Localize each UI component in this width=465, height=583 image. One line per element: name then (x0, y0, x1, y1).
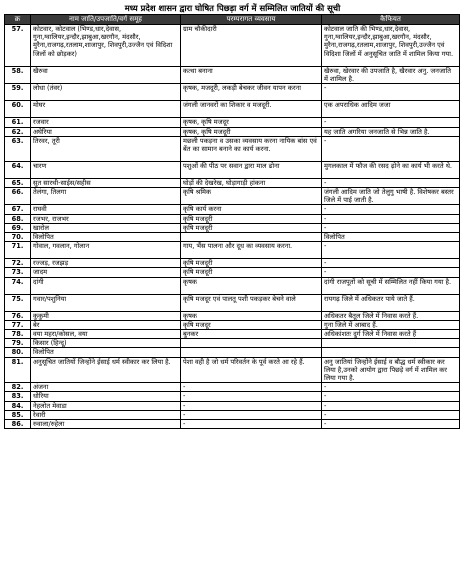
cell-name: खैरुवा (31, 67, 181, 84)
header-occupation: परम्परागत व्यवसाय (181, 15, 322, 25)
cell-serial: 77. (5, 320, 31, 329)
cell-occupation: ग्राम चौकीदारी (181, 25, 322, 67)
cell-remarks: - (322, 136, 460, 161)
cell-remarks: - (322, 401, 460, 410)
cell-name: अनुसूचित जातियों जिन्होंने ईसाई धर्म स्वीकार कर लिया है. (31, 357, 181, 383)
cell-occupation: कृषि कार्य करना (181, 205, 322, 214)
table-row (5, 268, 460, 277)
table-row (5, 127, 460, 136)
cell-name: किसार (हिन्दू) (31, 339, 181, 348)
cell-name: रज्जड़, रजझड़ (31, 259, 181, 268)
cell-occupation: - (181, 410, 322, 419)
cell-serial: 60. (5, 101, 31, 118)
cell-occupation: कृषक, कृषि मजदूरी (181, 127, 322, 136)
cell-remarks: - (322, 118, 460, 127)
cell-remarks: गुना जिले में आबाद हैं. (322, 320, 460, 329)
cell-occupation (181, 339, 322, 348)
cell-occupation: कृषक (181, 311, 322, 320)
cell-remarks (322, 339, 460, 348)
cell-name: लोधा (तंवर) (31, 84, 181, 101)
cell-remarks: एक अपराधिक आदिम जजा (322, 101, 460, 118)
cell-occupation: मछली पकड़ना व उसका व्यवसाय करना नायिक बांस एवं बेंत का सामान बनाने का कार्य करना. (181, 136, 322, 161)
cell-serial: 76. (5, 311, 31, 320)
cell-name: गोवाल, गवलान, गोलान (31, 242, 181, 259)
cell-name: विलोपित (31, 233, 181, 242)
cell-serial: 67. (5, 205, 31, 214)
table-row (5, 242, 460, 259)
cell-name: मोघर (31, 101, 181, 118)
cell-occupation: गाय, भैंस पालना और दूध का व्यवसाय करना. (181, 242, 322, 259)
table-row (5, 136, 460, 161)
cell-occupation: कृषक (181, 277, 322, 294)
cell-remarks: - (322, 205, 460, 214)
table-row (5, 357, 460, 383)
cell-serial: 84. (5, 401, 31, 410)
cell-occupation: कत्था बनाना (181, 67, 322, 84)
cell-name: तेलंगा, तिलगा (31, 188, 181, 205)
cell-remarks: - (322, 420, 460, 429)
table-row (5, 161, 460, 178)
cell-occupation: कृषक, कृषि मजदूर (181, 118, 322, 127)
cell-name: कोटवार, कोटवाल (भिण्ड,धार,देवास, गुना,ग्वालियर,इन्दौर,झाबुआ,खरगौन, मंदसौर, मुरैना,राजगढ़,रतलाम,शाजापुर, शिवपुरी,उज्जैन एवं विदिशा जिलों को छोड़कर) (31, 25, 181, 67)
cell-serial: 68. (5, 214, 31, 223)
cell-remarks: दांगी राजपूतों को सूची में सम्मिलित नहीं किया गया है. (322, 277, 460, 294)
table-row (5, 311, 460, 320)
header-remarks: कैफियत (322, 15, 460, 25)
cell-remarks: यह जाति अगरिया जनजाति से भिन्न जाति है. (322, 127, 460, 136)
cell-serial: 61. (5, 118, 31, 127)
cell-remarks: - (322, 242, 460, 259)
cell-serial: 79. (5, 339, 31, 348)
table-row (5, 410, 460, 419)
cell-name: कुकुमी (31, 311, 181, 320)
cell-occupation: - (181, 383, 322, 392)
cell-serial: 81. (5, 357, 31, 383)
header-name: नाम जाति/उपजाति/वर्ग समूह (31, 15, 181, 25)
cell-occupation: - (181, 420, 322, 429)
table-row (5, 259, 460, 268)
table-row (5, 101, 460, 118)
cell-name: गवार/पशुनिया (31, 294, 181, 311)
cell-name: तिरवर, तूरी (31, 136, 181, 161)
cell-name: बेर (31, 320, 181, 329)
cell-remarks: - (322, 392, 460, 401)
table-row (5, 294, 460, 311)
page-title: मध्य प्रदेश शासन द्वारा घोषित पिछड़ा वर्ग में सम्मिलित जातियों की सूची (124, 3, 341, 13)
cell-remarks: अधिकांशतः दुर्ग जिले में निवास करते हैं (322, 330, 460, 339)
table-row (5, 67, 460, 84)
cell-occupation: जंगली जानवरों का शिकार व मजदूरी. (181, 101, 322, 118)
cell-remarks: अनु जातियां जिन्होंने ईसाई व बौद्ध धर्म स्वीकार कर लिया है,उनको आयोग द्वारा पिछड़े वर्ग में शामिल कर लिया गया है. (322, 357, 460, 383)
cell-remarks: - (322, 178, 460, 187)
table-row (5, 320, 460, 329)
table-row (5, 348, 460, 357)
table-row (5, 401, 460, 410)
cell-name: विलोपित (31, 348, 181, 357)
cell-serial: 58. (5, 67, 31, 84)
cell-name: रजवार (31, 118, 181, 127)
cell-occupation: - (181, 401, 322, 410)
cell-occupation: कृषि मजदूरी (181, 214, 322, 223)
table-row (5, 84, 460, 101)
cell-occupation: - (181, 392, 322, 401)
cell-serial: 63. (5, 136, 31, 161)
cell-serial: 80. (5, 348, 31, 357)
caste-list-table (4, 14, 460, 429)
cell-remarks: कोटवाल जाति की भिण्ड,धार,देवास, गुना,ग्वालियर,इन्दौर,झाबुआ,खरगौन, मंदसौर, मुरैना,राजगढ़,रतलाम,शाजापुर, शिवपुरी,उज्जैन एवं विदिशा जिलों में अनुसूचित जाति में शामिल किया गया. (322, 25, 460, 67)
table-body (5, 25, 460, 429)
cell-name: खारोल (31, 223, 181, 232)
cell-name: जादम (31, 268, 181, 277)
cell-occupation: कृषक, मजदूरी, लकड़ी बेचकर जीवन यापन करना (181, 84, 322, 101)
cell-name: नेहलोत मेवाडा (31, 401, 181, 410)
cell-occupation: पशुओं की पीठ पर सवान द्वारा माल ढोना (181, 161, 322, 178)
cell-name: अंजना (31, 383, 181, 392)
cell-remarks: रायगढ़ जिले में अधिकतर पाये जाते हैं. (322, 294, 460, 311)
cell-serial: 83. (5, 392, 31, 401)
table-row (5, 330, 460, 339)
cell-occupation: कृषि श्रमिक (181, 188, 322, 205)
table-header (5, 15, 460, 25)
cell-serial: 59. (5, 84, 31, 101)
cell-remarks: जंगली आदिम जाति जो तेलुगु भाषी है. विशेषकर बस्तर जिले में पाई जाती है. (322, 188, 460, 205)
cell-remarks: अधिकतर बैतूल जिले में निवास करते हैं. (322, 311, 460, 320)
table-row (5, 25, 460, 67)
cell-name: अघेरिया (31, 127, 181, 136)
cell-name: सुत सारथी-साईस/सहीस (31, 178, 181, 187)
table-row (5, 188, 460, 205)
cell-serial: 62. (5, 127, 31, 136)
cell-name: दांगी (31, 277, 181, 294)
cell-name: चारण (31, 161, 181, 178)
header-serial: क्र (5, 15, 31, 25)
cell-name: रुवाला/रुहेला (31, 420, 181, 429)
cell-occupation: बुनकर (181, 330, 322, 339)
cell-serial: 78. (5, 330, 31, 339)
cell-remarks: - (322, 223, 460, 232)
cell-serial: 71. (5, 242, 31, 259)
cell-name: रजभर, राजभर (31, 214, 181, 223)
cell-serial: 70. (5, 233, 31, 242)
cell-serial: 82. (5, 383, 31, 392)
cell-remarks (322, 348, 460, 357)
cell-remarks: - (322, 214, 460, 223)
cell-serial: 72. (5, 259, 31, 268)
cell-occupation: कृषि मजदूर एवं पालतू पशी पकड़कर बेचने वाले (181, 294, 322, 311)
cell-serial: 86. (5, 420, 31, 429)
cell-serial: 74. (5, 277, 31, 294)
table-row (5, 383, 460, 392)
cell-remarks: - (322, 259, 460, 268)
table-row (5, 223, 460, 232)
table-row (5, 214, 460, 223)
cell-serial: 64. (5, 161, 31, 178)
cell-occupation: कृषि मजदूरी (181, 268, 322, 277)
table-row (5, 205, 460, 214)
table-row (5, 178, 460, 187)
cell-occupation (181, 348, 322, 357)
cell-serial: 69. (5, 223, 31, 232)
cell-serial: 75. (5, 294, 31, 311)
header-row (5, 15, 460, 25)
table-row (5, 118, 460, 127)
table-row (5, 392, 460, 401)
cell-name: राघवी (31, 205, 181, 214)
cell-name: धोरिया (31, 392, 181, 401)
cell-name: वया महरा/कोसल, वया (31, 330, 181, 339)
table-row (5, 277, 460, 294)
cell-serial: 73. (5, 268, 31, 277)
table-row (5, 339, 460, 348)
cell-remarks: - (322, 383, 460, 392)
cell-remarks: विलोपित (322, 233, 460, 242)
cell-occupation: कृषि मजदूरी (181, 223, 322, 232)
cell-remarks: - (322, 84, 460, 101)
cell-serial: 66. (5, 188, 31, 205)
cell-occupation: कृषि मजदूर (181, 320, 322, 329)
cell-serial: 65. (5, 178, 31, 187)
table-row (5, 233, 460, 242)
cell-serial: 85. (5, 410, 31, 419)
table-row (5, 420, 460, 429)
cell-occupation: घोड़ों की देखरेख, घोड़ागाड़ी हांकना (181, 178, 322, 187)
cell-remarks: खैरुवा, खेरवार की उपजाति है, खैरवार अनु. जनजाति में शामिल है. (322, 67, 460, 84)
cell-remarks: मुगलकाल में फौज की रसद ढ़ोने का कार्य भी करते थे. (322, 161, 460, 178)
cell-name: रेवारी (31, 410, 181, 419)
cell-occupation: पेशा वही है जो धर्म परिवर्तन के पूर्व करते आ रहे हैं. (181, 357, 322, 383)
cell-serial: 57. (5, 25, 31, 67)
cell-occupation (181, 233, 322, 242)
cell-remarks: - (322, 268, 460, 277)
cell-remarks: - (322, 410, 460, 419)
cell-occupation: कृषि मजदूरी (181, 259, 322, 268)
